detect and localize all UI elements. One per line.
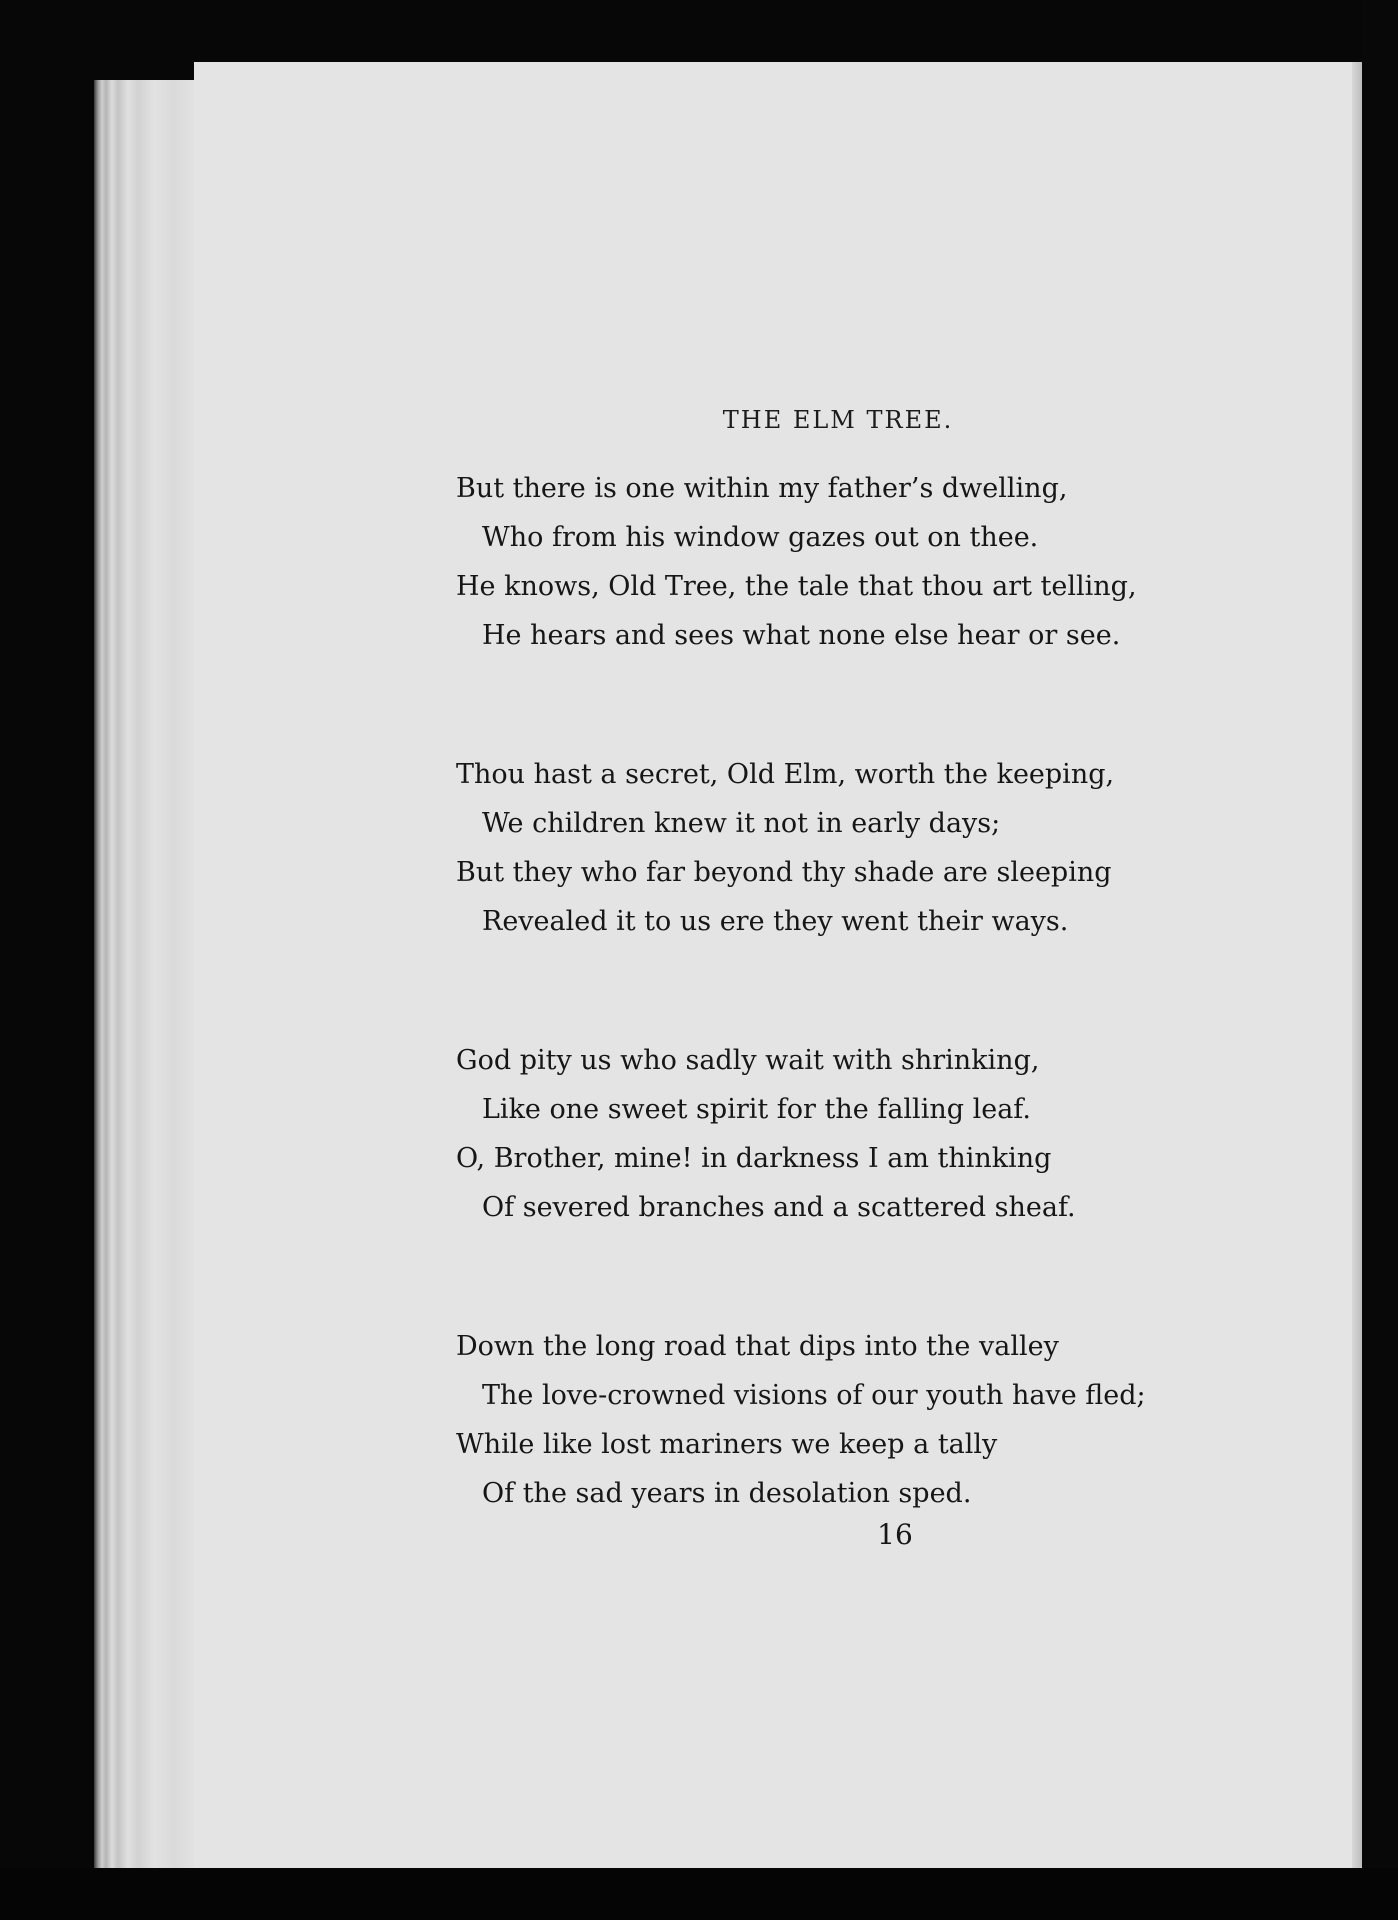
poem-line: He hears and sees what none else hear or see. xyxy=(482,620,1121,651)
page-number: 16 xyxy=(877,1518,913,1551)
poem-line: We children knew it not in early days; xyxy=(482,808,1001,839)
poem-line: But there is one within my father’s dwelling, xyxy=(456,473,1068,504)
poem-line: Thou hast a secret, Old Elm, worth the keeping, xyxy=(456,759,1115,790)
page-gutter-shadow xyxy=(1352,62,1362,1870)
poem-line: Of severed branches and a scattered sheaf. xyxy=(482,1192,1076,1223)
poem-line: The love-crowned visions of our youth have fled; xyxy=(482,1380,1146,1411)
poem-line: He knows, Old Tree, the tale that thou art telling, xyxy=(456,571,1137,602)
poem-line: Revealed it to us ere they went their ways. xyxy=(482,906,1069,937)
poem-line: God pity us who sadly wait with shrinking, xyxy=(456,1045,1040,1076)
poem-line: O, Brother, mine! in darkness I am thinking xyxy=(456,1143,1052,1174)
scan-background-right xyxy=(1362,0,1398,1920)
page-edges xyxy=(94,80,200,1868)
scan-background-bottom xyxy=(0,1868,1398,1920)
poem-line: Down the long road that dips into the valley xyxy=(456,1331,1059,1362)
page xyxy=(194,62,1362,1870)
poem-line: While like lost mariners we keep a tally xyxy=(456,1429,998,1460)
poem-line: But they who far beyond thy shade are sleeping xyxy=(456,857,1112,888)
stanza xyxy=(456,750,1336,946)
poem-line: Like one sweet spirit for the falling leaf. xyxy=(482,1094,1031,1125)
stanza xyxy=(456,464,1336,660)
stanza xyxy=(456,1322,1336,1518)
stanza xyxy=(456,1036,1336,1232)
poem-body xyxy=(456,464,1336,1608)
poem-line: Who from his window gazes out on thee. xyxy=(482,522,1039,553)
poem-line: Of the sad years in desolation sped. xyxy=(482,1478,972,1509)
poem-title: THE ELM TREE. xyxy=(722,406,954,434)
